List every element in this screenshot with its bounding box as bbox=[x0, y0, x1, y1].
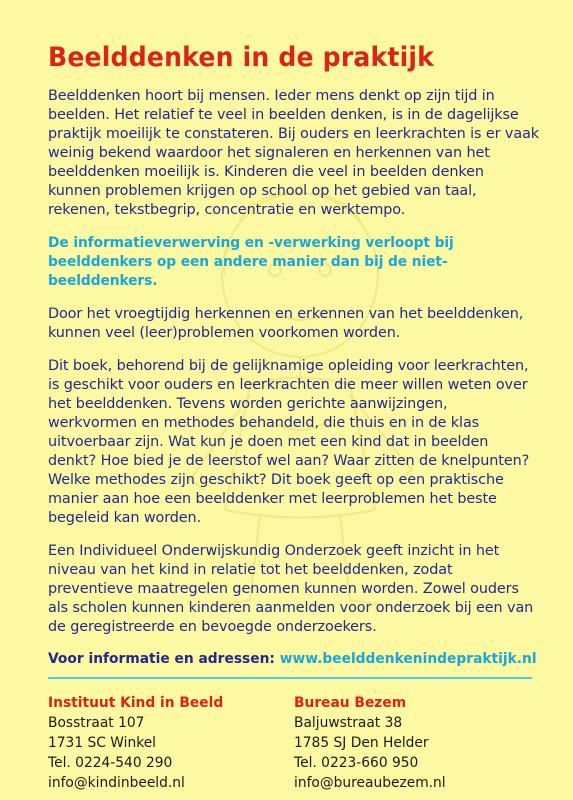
contact-kind-in-beeld bbox=[48, 693, 294, 793]
page-title: Beelddenken in de praktijk bbox=[48, 42, 435, 73]
info-line bbox=[48, 651, 540, 667]
website-link[interactable]: www.beelddenkenindepraktijk.nl bbox=[279, 651, 537, 667]
flyer-content bbox=[48, 42, 540, 793]
contacts bbox=[48, 693, 540, 793]
contact-name: Bureau Bezem bbox=[294, 695, 407, 711]
contact-city: 1785 SJ Den Helder bbox=[294, 735, 429, 751]
book-description-paragraph: Dit boek, behorend bij de gelijknamige opleiding voor leerkrachten, is geschikt voor ouders en leerkrachten die meer willen weten over het beelddenken. Tevens worden gerichte aanwijzingen, werkvormen en methodes behandeld, die thuis en in de klas uitvoerbaar zijn. Wat kun je doen met een kind dat in beelden denkt? Hoe bied je de leerstof wel aan? Waar zitten de knelpunten? Welke methodes zijn geschikt? Dit boek geeft op een praktische manier aan hoe een beelddenker met leerproblemen het beste begeleid kan worden. bbox=[48, 358, 530, 526]
contact-phone: Tel. 0224-540 290 bbox=[48, 755, 173, 771]
divider bbox=[48, 677, 532, 679]
contact-email[interactable]: info@bureaubezem.nl bbox=[294, 775, 446, 791]
info-label: Voor informatie en adressen: bbox=[48, 651, 275, 667]
contact-email[interactable]: info@kindinbeeld.nl bbox=[48, 775, 185, 791]
contact-bureau-bezem bbox=[294, 693, 540, 793]
contact-street: Baljuwstraat 38 bbox=[294, 715, 403, 731]
contact-street: Bosstraat 107 bbox=[48, 715, 145, 731]
research-paragraph: Een Individueel Onderwijskundig Onderzoek geeft inzicht in het niveau van het kind in relatie tot het beelddenken, zodat preventieve maatregelen genomen kunnen worden. Zowel ouders als scholen kunnen kinderen aanmelden voor onderzoek bij een van de geregistreerde en bevoegde onderzoekers. bbox=[48, 543, 534, 635]
contact-phone: Tel. 0223-660 950 bbox=[294, 755, 419, 771]
contact-city: 1731 SC Winkel bbox=[48, 735, 157, 751]
early-recognition-paragraph: Door het vroegtijdig herkennen en erkennen van het beelddenken, kunnen veel (leer)problemen voorkomen worden. bbox=[48, 306, 524, 341]
contact-name: Instituut Kind in Beeld bbox=[48, 695, 224, 711]
highlight-paragraph: De informatieverwerving en -verwerking verloopt bij beelddenkers op een andere manier dan bij de niet-beelddenkers. bbox=[48, 235, 454, 289]
intro-paragraph: Beelddenken hoort bij mensen. Ieder mens denkt op zijn tijd in beelden. Het relatief te veel in beelden denken, is in de dagelijkse praktijk moeilijk te constateren. Bij ouders en leerkrachten is er vaak weinig bekend waardoor het signaleren en herkennen van het beelddenken moeilijk is. Kinderen die veel in beelden denken kunnen problemen krijgen op school op het gebied van taal, rekenen, tekstbegrip, concentratie en werktempo. bbox=[48, 88, 540, 218]
